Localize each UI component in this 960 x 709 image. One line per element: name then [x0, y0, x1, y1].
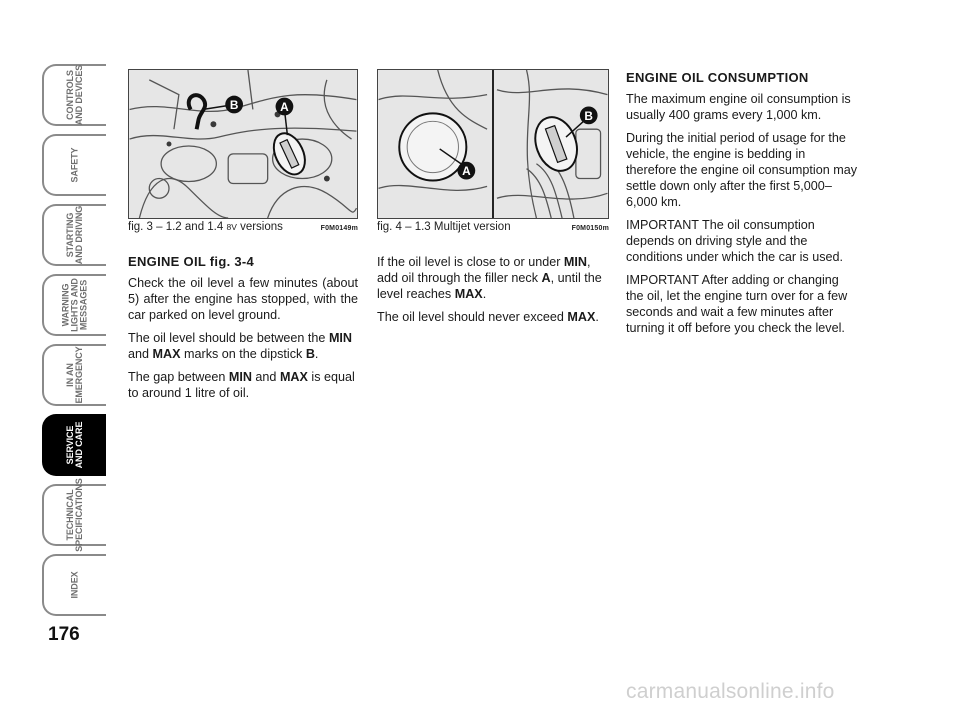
- engine-bay-illustration: [129, 70, 357, 218]
- chapter-tabs: [42, 64, 106, 624]
- figure-3-caption-row: [128, 221, 358, 237]
- text: The oil level should be between the: [128, 331, 329, 345]
- text: The gap between: [128, 370, 229, 384]
- figure-engine-bay-diesel: [377, 69, 609, 219]
- figure-3-caption: [128, 221, 283, 233]
- tab-technical-specifications[interactable]: [42, 478, 106, 552]
- text: marks on the dipstick: [180, 347, 306, 361]
- section-heading: ENGINE OIL fig. 3-4: [128, 254, 255, 269]
- min-mark: MIN: [563, 255, 587, 269]
- callout-a-label: A: [462, 164, 471, 179]
- paragraph: [377, 309, 609, 325]
- text: , until the level reaches: [377, 271, 602, 301]
- caption-small-caps: 8V: [226, 222, 237, 232]
- tab-safety[interactable]: [42, 134, 106, 196]
- min-mark: MIN: [228, 370, 252, 384]
- figure-4-caption-row: [377, 221, 609, 237]
- tab-warning-lights[interactable]: [42, 274, 106, 336]
- tab-label: TECHNICAL SPECIFICATIONS: [65, 478, 84, 552]
- caption-text: versions: [236, 221, 283, 233]
- ref-b: B: [305, 347, 315, 361]
- tab-index[interactable]: [42, 554, 106, 616]
- paragraph: IMPORTANT After adding or changing the oil, let the engine turn over for a few seconds and wait a few minutes after turning it off before you check the level.: [626, 273, 848, 335]
- min-mark: MIN: [328, 331, 353, 345]
- max-mark: MAX: [279, 370, 308, 384]
- paragraph: [128, 330, 358, 362]
- paragraph: The maximum engine oil consumption is usually 400 grams every 1,000 km.: [626, 92, 851, 122]
- paragraph: IMPORTANT The oil consumption depends on driving style and the conditions under which the car is used.: [626, 218, 844, 264]
- tab-label: STARTING AND DRIVING: [65, 205, 84, 265]
- text: .: [482, 287, 487, 301]
- tab-in-an-emergency[interactable]: [42, 344, 106, 406]
- tab-controls-and-devices[interactable]: [42, 64, 106, 126]
- caption-text: fig. 3 – 1.2 and 1.4: [128, 221, 227, 233]
- watermark: carmanualsonline.info: [626, 680, 835, 703]
- figure-3-code: F0M0149m: [320, 225, 358, 232]
- max-mark: MAX: [567, 310, 596, 324]
- callout-a-label: A: [280, 99, 289, 114]
- tab-label: SERVICE AND CARE: [65, 421, 84, 469]
- max-mark: MAX: [454, 287, 483, 301]
- text: .: [595, 310, 599, 324]
- page-number: 176: [48, 624, 80, 645]
- oil-topup-section: [377, 254, 609, 332]
- figure-engine-bay-petrol: [128, 69, 358, 219]
- text: If the oil level is close to or under: [377, 255, 564, 269]
- text: , add oil through the filler neck: [377, 255, 591, 285]
- text: .: [314, 347, 319, 361]
- text: is equal to around 1 litre of oil.: [128, 370, 355, 400]
- figure-4-caption: fig. 4 – 1.3 Multijet version: [377, 221, 511, 233]
- ref-a: A: [541, 271, 551, 285]
- figure-4-code: F0M0150m: [571, 225, 609, 232]
- text: The oil level should never exceed: [377, 310, 568, 324]
- text: and: [128, 347, 153, 361]
- engine-oil-section: [128, 254, 358, 408]
- max-mark: MAX: [152, 347, 181, 361]
- callout-b-label: B: [229, 97, 239, 112]
- tab-label: CONTROLS AND DEVICES: [65, 64, 84, 126]
- tab-label: WARNING LIGHTS AND MESSAGES: [60, 278, 89, 332]
- tab-label: INDEX: [69, 571, 80, 599]
- section-heading: ENGINE OIL CONSUMPTION: [626, 70, 809, 85]
- paragraph: During the initial period of usage for the vehicle, the engine is bedding in therefore the engine oil consumption may settle down only after the first 5,000–6,000 km.: [626, 131, 858, 209]
- oil-consumption-section: [626, 70, 858, 343]
- paragraph: [128, 369, 358, 401]
- tab-service-and-care[interactable]: [42, 414, 106, 476]
- tab-starting-and-driving[interactable]: [42, 204, 106, 266]
- callout-b-label: B: [584, 108, 593, 123]
- engine-bay-illustration: [378, 70, 608, 218]
- paragraph: Check the oil level a few minutes (about 5) after the engine has stopped, with the car parked on level ground.: [128, 276, 358, 322]
- tab-label: IN AN EMERGENCY: [65, 346, 84, 404]
- text: and: [251, 370, 280, 384]
- tab-label: SAFETY: [69, 147, 80, 183]
- paragraph: [377, 254, 609, 302]
